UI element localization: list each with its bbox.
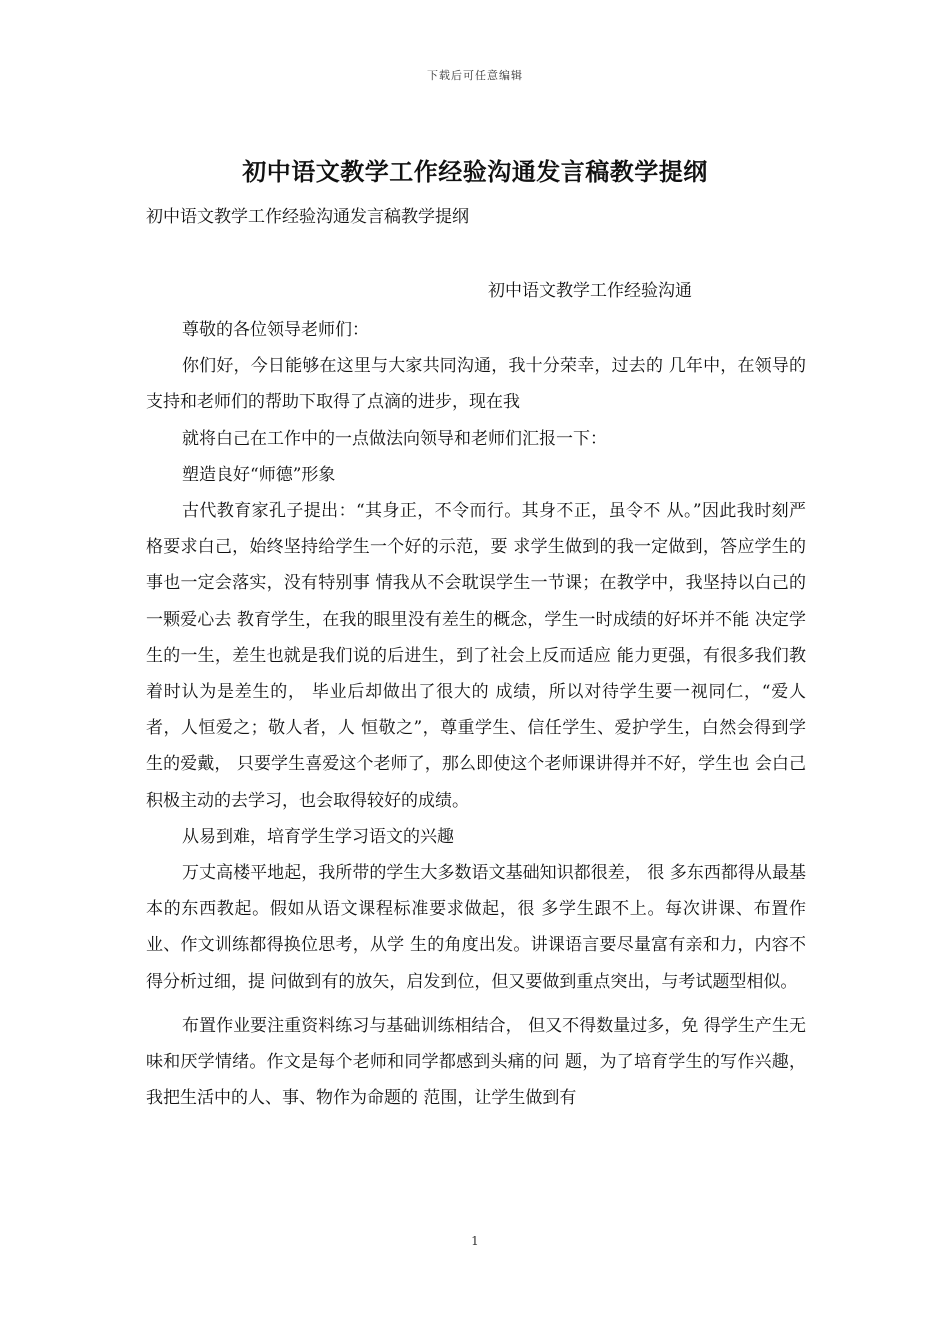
body-text [146,312,806,1116]
header-note: 下载后可任意编辑 [427,69,523,82]
right-aligned-heading: 初中语文教学工作经验沟通 [488,281,692,301]
paragraph-greeting: 你们好，今日能够在这里与大家共同沟通，我十分荣幸，过去的 几年中，在领导的支持和老师们的帮助下取得了点滴的进步，现在我 [146,356,806,413]
document-subtitle: 初中语文教学工作经验沟通发言稿教学提纲 [146,207,469,227]
section-heading-ethics: 塑造良好“师德”形象 [182,464,336,485]
document-title: 初中语文教学工作经验沟通发言稿教学提纲 [242,157,708,186]
paragraph-interest: 万丈高楼平地起，我所带的学生大多数语文基础知识都很差， 很 多东西都得从最基本的东西教起。假如从语文课程标准要求做起，很 多学生跟不上。每次讲课、布置作业、作文训练都得换位思考，从学 生的角度出发。讲课语言要尽量富有亲和力，内容不得分析过细，提 问做到有的放矢，启发到位，但又要做到重点突出，与考试题型相似。 [146,863,806,992]
paragraph-salutation: 尊敬的各位领导老师们： [182,320,369,340]
section-heading-interest: 从易到难，培育学生学习语文的兴趣 [182,826,454,847]
paragraph-homework: 布置作业要注重资料练习与基础训练相结合， 但又不得数量过多，免 得学生产生无味和厌学情绪。作文是每个老师和同学都感到头痛的问 题，为了培育学生的写作兴趣，我把生活中的人、事、物作为命题的 范围，让学生做到有 [146,1015,806,1109]
paragraph-ethics: 古代教育家孔子提出：“其身正，不令而行。其身不正，虽令不 从。”因此我时刻严格要求白己，始终坚持给学生一个好的示范，要 求学生做到的我一定做到，答应学生的事也一定会落实，没有特别事 情我从不会耽误学生一节课；在教学中，我坚持以白己的一颗爱心去 教育学生，在我的眼里没有差生的概念，学生一时成绩的好坏并不能 决定学生的一生，差生也就是我们说的后进生，到了社会上反而适应 能力更强，有很多我们教着时认为是差生的， 毕业后却做出了很大的 成绩，所以对待学生要一视同仁，“爱人者，人恒爱之；敬人者，人 恒敬之”，尊重学生、信任学生、爱护学生，白然会得到学生的爱戴， 只要学生喜爱这个老师了，那么即使这个老师课讲得并不好，学生也 会白己积极主动的去学习，也会取得较好的成绩。 [146,501,806,811]
page-number: 1 [471,1234,479,1248]
paragraph-intro: 就将白己在工作中的一点做法向领导和老师们汇报一下： [182,428,607,449]
